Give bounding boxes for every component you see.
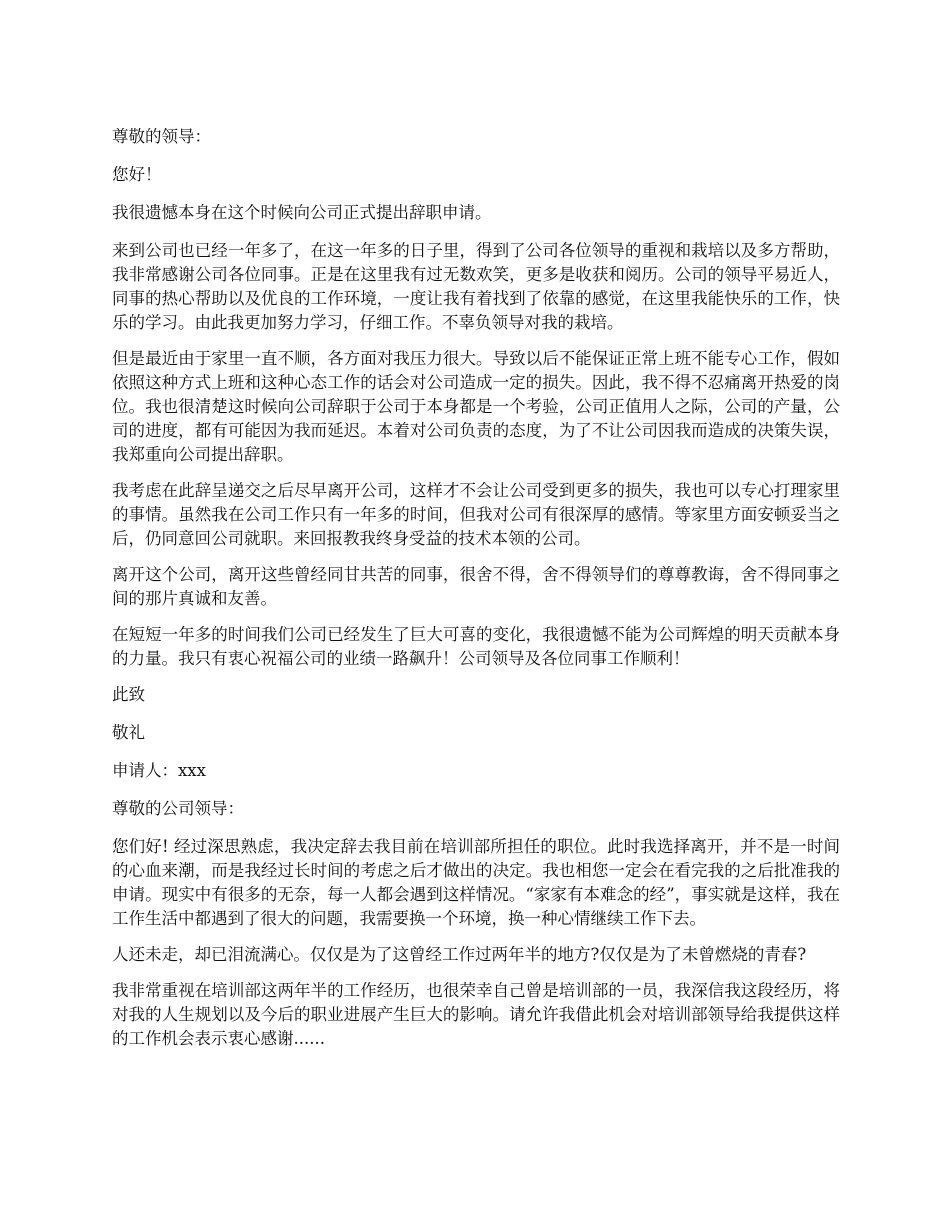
paragraph: 我非常重视在培训部这两年半的工作经历，也很荣幸自己曾是培训部的一员，我深信我这段经历，将对我的人生规划以及今后的职业进展产生巨大的影响。请允许我借此机会对培训部领导给我提供这样的工作机会表示衷心感谢...... xyxy=(112,981,840,1048)
paragraph: 在短短一年多的时间我们公司已经发生了巨大可喜的变化，我很遗憾不能为公司辉煌的明天贡献本身的力量。我只有衷心祝福公司的业绩一路飙升！公司领导及各位同事工作顺利！ xyxy=(112,625,840,668)
applicant-signature: 申请人：xxx xyxy=(112,761,206,780)
paragraph: 人还未走，却已泪流满心。仅仅是为了这曾经工作过两年半的地方?仅仅是为了未曾燃烧的青春? xyxy=(112,945,807,964)
salutation: 尊敬的领导： xyxy=(112,127,211,146)
closing-salute: 敬礼 xyxy=(112,723,145,742)
paragraph: 离开这个公司，离开这些曾经同甘共苦的同事，很舍不得，舍不得领导们的尊尊教诲，舍不得同事之间的那片真诚和友善。 xyxy=(112,565,840,608)
paragraph: 来到公司也已经一年多了，在这一年多的日子里，得到了公司各位领导的重视和栽培以及多方帮助，我非常感谢公司各位同事。正是在这里我有过无数欢笑，更多是收获和阅历。公司的领导平易近人，同事的热心帮助以及优良的工作环境，一度让我有着找到了依靠的感觉，在这里我能快乐的工作，快乐的学习。由此我更加努力学习，仔细工作。不辜负领导对我的栽培。 xyxy=(112,241,840,332)
paragraph: 但是最近由于家里一直不顺，各方面对我压力很大。导致以后不能保证正常上班不能专心工作，假如依照这种方式上班和这种心态工作的话会对公司造成一定的损失。因此，我不得不忍痛离开热爱的岗位。我也很清楚这时候向公司辞职于公司于本身都是一个考验，公司正值用人之际，公司的产量，公司的进度，都有可能因为我而延迟。本着对公司负责的态度，为了不让公司因我而造成的决策失误，我郑重向公司提出辞职。 xyxy=(112,349,840,464)
greeting: 您好！ xyxy=(112,165,162,184)
closing-line: 此致 xyxy=(112,685,145,704)
paragraph: 我很遗憾本身在这个时候向公司正式提出辞职申请。 xyxy=(112,203,492,222)
paragraph: 您们好! 经过深思熟虑，我决定辞去我目前在培训部所担任的职位。此时我选择离开，并不是一时间的心血来潮，而是我经过长时间的考虑之后才做出的决定。我也相您一定会在看完我的之后批准我的申请。现实中有很多的无奈，每一人都会遇到这样情况。“家家有本难念的经”，事实就是这样，我在工作生活中都遇到了很大的问题，我需要换一个环境，换一种心情继续工作下去。 xyxy=(112,837,840,928)
paragraph: 我考虑在此辞呈递交之后尽早离开公司，这样才不会让公司受到更多的损失，我也可以专心打理家里的事情。虽然我在公司工作只有一年多的时间，但我对公司有很深厚的感情。等家里方面安顿妥当之后，仍同意回公司就职。来回报教我终身受益的技术本领的公司。 xyxy=(112,481,840,548)
salutation: 尊敬的公司领导： xyxy=(112,799,244,818)
document-body xyxy=(112,125,840,1063)
